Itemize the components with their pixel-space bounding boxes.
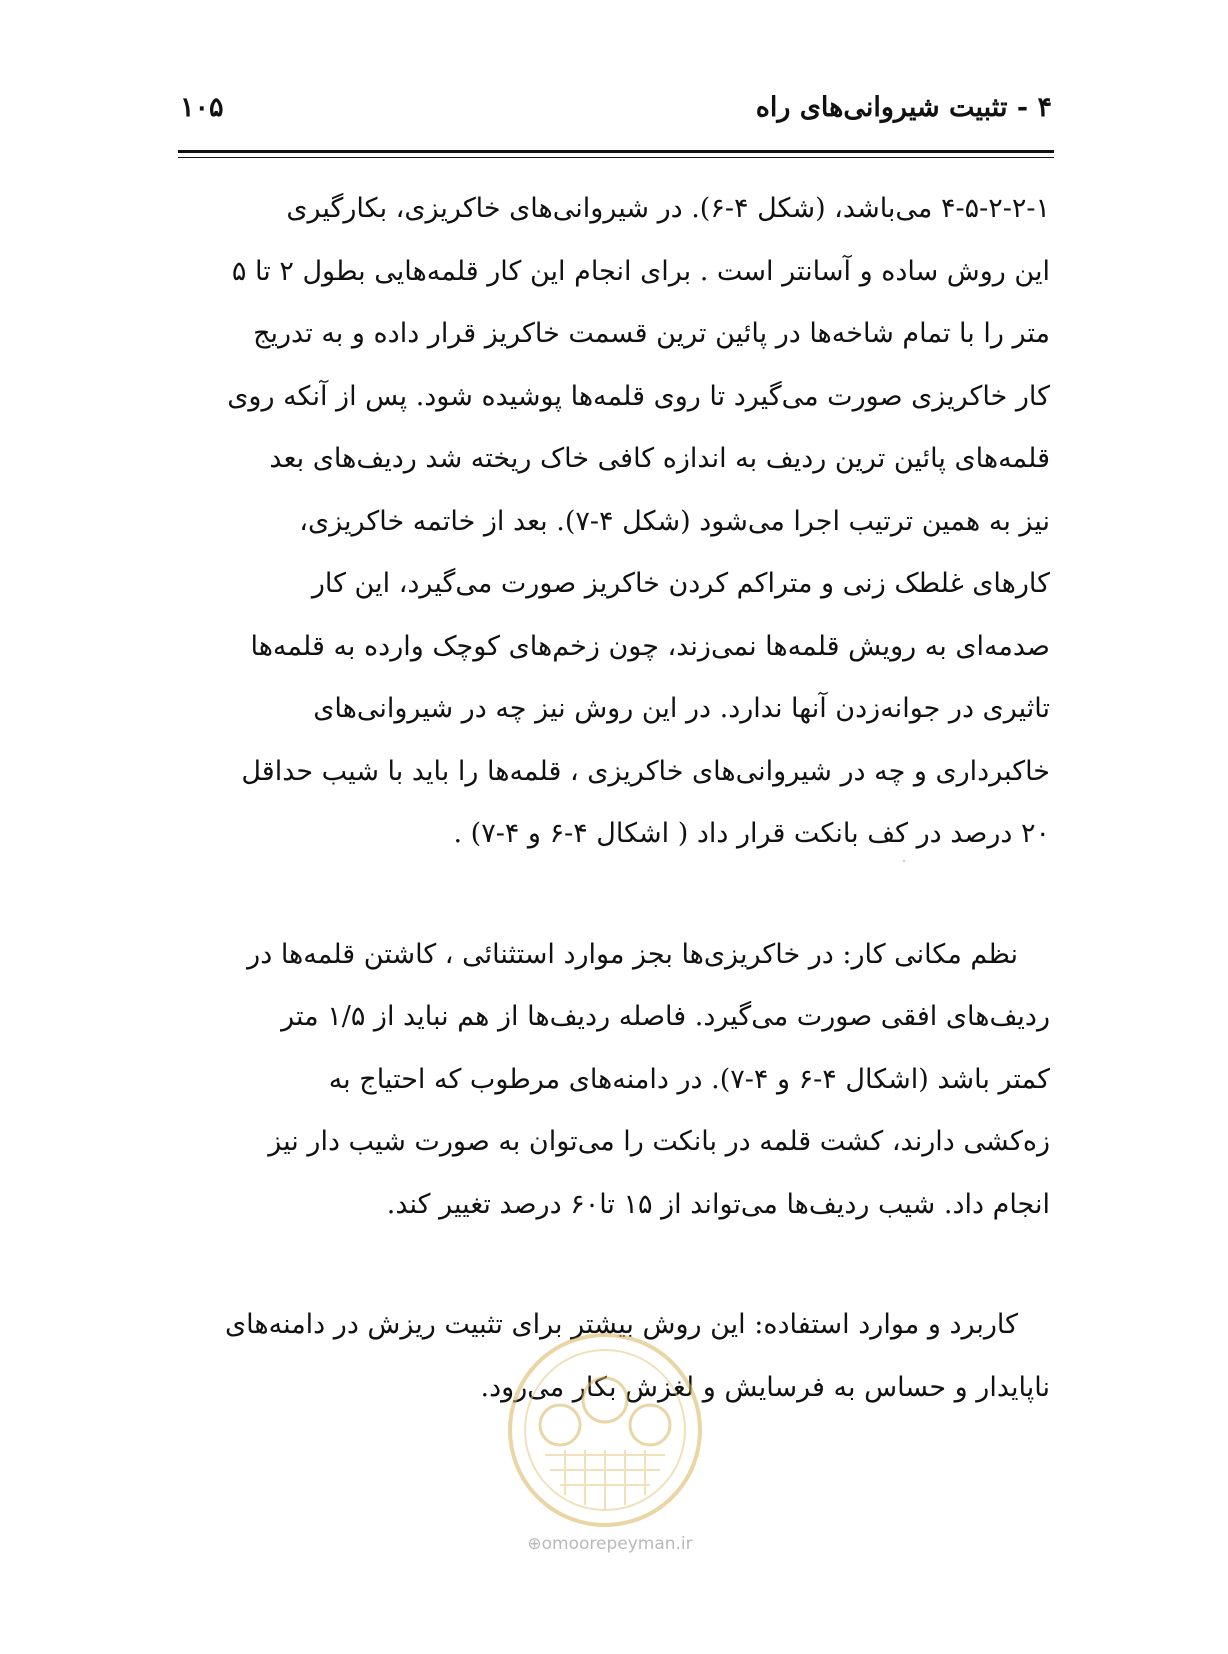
text-line: انجام داد. شیب ردیف‌ها می‌تواند از ۱۵ تا۶۰ درصد تغییر کند. [386, 1188, 1050, 1220]
text-line: کار خاکریزی صورت می‌گیرد تا روی قلمه‌ها پوشیده شود. پس از آنکه روی [227, 380, 1050, 412]
page-header [180, 92, 1052, 132]
text-line: ۴-۵-۲-۲-۱ می‌باشد، (شکل ۴-۶). در شیروانی‌های خاکریزی، بکارگیری [286, 193, 1050, 224]
text-line: متر را با تمام شاخه‌ها در پائین ترین قسمت خاکریز قرار داده و به تدریج [253, 318, 1050, 349]
page-number: ۱۰۵ [180, 92, 224, 123]
paragraph-2 [182, 924, 1050, 1237]
chapter-title: ۴ - تثبیت شیروانی‌های راه [755, 92, 1052, 123]
text-line: کاربرد و موارد استفاده: این روش بیشتر برای تثبیت ریزش در دامنه‌های [225, 1309, 1018, 1340]
watermark-logo-icon [505, 1330, 705, 1530]
text-line: صدمه‌ای به رویش قلمه‌ها نمی‌زند، چون زخم‌های کوچک وارده به قلمه‌ها [250, 630, 1050, 662]
text-line: نیز به همین ترتیب اجرا می‌شود (شکل ۴-۷). بعد از خاتمه خاکریزی، [299, 505, 1050, 537]
text-line: تاثیری در جوانه‌زدن آنها ندارد. در این روش نیز چه در شیروانی‌های [313, 693, 1050, 724]
text-line: کارهای غلطک زنی و متراکم کردن خاکریز صورت می‌گیرد، این کار [311, 568, 1050, 599]
watermark-url [515, 1534, 705, 1554]
text-line: ۲۰ درصد در کف بانکت قرار داد ( اشکال ۴-۶ و ۴-۷) . [453, 818, 1050, 849]
watermark-url-text: omoorepeyman.ir [541, 1534, 693, 1554]
text-line: خاکبرداری و چه در شیروانی‌های خاکریزی ، قلمه‌ها را باید با شیب حداقل [241, 755, 1050, 787]
text-line: نظم مکانی کار: در خاکریزی‌ها بجز موارد استثنائی ، کاشتن قلمه‌ها در [247, 938, 1018, 970]
header-rule-thin [178, 157, 1054, 158]
watermark-dot-icon: ⊕ [527, 1534, 542, 1554]
text-line: زه‌کشی دارند، کشت قلمه در بانکت را می‌توان به صورت شیب دار نیز [268, 1126, 1050, 1157]
text-line: کمتر باشد (اشکال ۴-۶ و ۴-۷). در دامنه‌های مرطوب که احتیاج به [328, 1063, 1050, 1095]
text-line: این روش ساده و آسانتر است . برای انجام این کار قلمه‌هایی بطول ۲ تا ۵ [231, 255, 1050, 287]
header-rule-thick [178, 150, 1054, 153]
body-text [182, 178, 1050, 1419]
text-line: ناپایدار و حساس به فرسایش و لغزش بکار می‌رود. [480, 1371, 1050, 1403]
scan-speck [903, 860, 905, 862]
paragraph-1 [182, 178, 1050, 866]
text-line: ردیف‌های افقی صورت می‌گیرد. فاصله ردیف‌ها از هم نباید از ۱/۵ متر [281, 1001, 1050, 1032]
text-line: قلمه‌های پائین ترین ردیف به اندازه کافی خاک ریخته شد ردیف‌های بعد [269, 443, 1050, 474]
